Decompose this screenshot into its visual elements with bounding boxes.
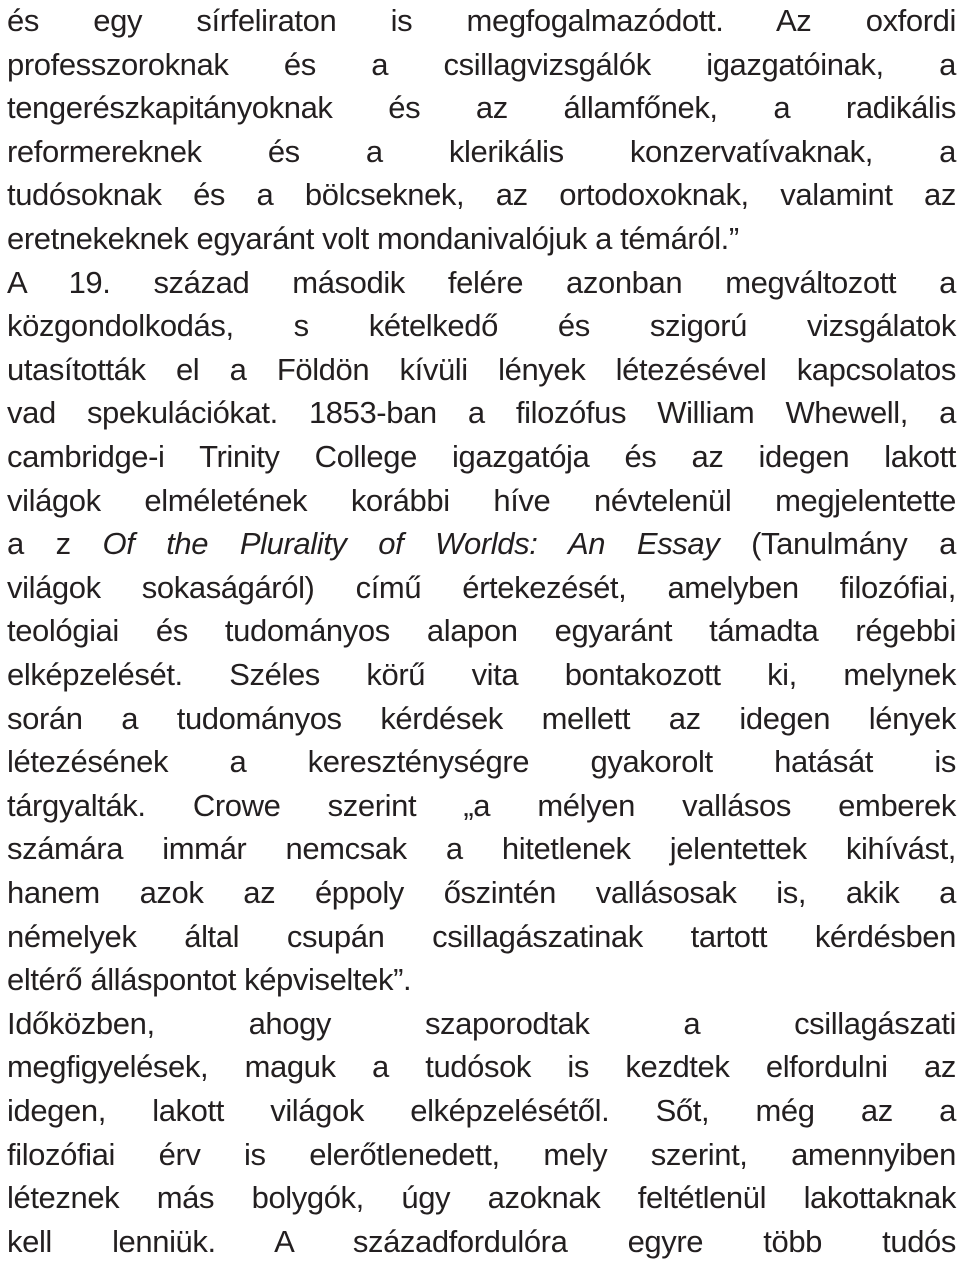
text-line: hanem azok az éppoly őszintén vallásosak is, akik a [7, 875, 956, 910]
text-line: professzoroknak és a csillagvizsgálók igazgatóinak, a [7, 46, 956, 82]
text-line: Időközben, ahogy szaporodtak a csillagászati [7, 1005, 956, 1041]
text-line: elképzelését. Széles körű vita bontakozott ki, melynek [7, 657, 956, 692]
text-line: tárgyalták. Crowe szerint „a mélyen vallásos emberek [7, 787, 956, 823]
text-line: közgondolkodás, s kételkedő és szigorú vizsgálatok [7, 308, 956, 344]
text-line [7, 522, 956, 566]
text-segment: (Tanulmány a [719, 526, 956, 562]
text-line: reformereknek és a klerikális konzervatívaknak, a [7, 133, 956, 169]
text-line: során a tudományos kérdések mellett az idegen lények [7, 700, 956, 736]
text-line: megfigyelések, maguk a tudósok is kezdtek elfordulni az [7, 1049, 956, 1085]
text-segment: a z [7, 526, 103, 562]
text-line: és egy sírfeliraton is megfogalmazódott. Az oxfordi [7, 3, 956, 38]
text-line: világok sokaságáról) című értekezését, amelyben filozófiai, [7, 569, 956, 605]
text-line: teológiai és tudományos alapon egyaránt támadta régebbi [7, 613, 956, 649]
text-line: A 19. század második felére azonban megváltozott a [7, 264, 956, 300]
text-line: filozófiai érv is elerőtlenedett, mely szerint, amennyiben [7, 1136, 956, 1172]
text-line: tengerészkapitányoknak és az államfőnek, a radikális [7, 90, 956, 126]
text-line: számára immár nemcsak a hitetlenek jelentettek kihívást, [7, 831, 956, 867]
text-line: idegen, lakott világok elképzelésétől. Sőt, még az a [7, 1093, 956, 1128]
text-line: cambridge-i Trinity College igazgatója és az idegen lakott [7, 439, 956, 474]
text-line: kell lenniük. A századfordulóra egyre több tudós [7, 1223, 956, 1259]
text-line: eretnekeknek egyaránt volt mondanivalójuk a témáról.” [7, 221, 739, 256]
book-title: Of the Plurality of Worlds: An Essay [102, 526, 720, 562]
text-line: eltérő álláspontot képviseltek”. [7, 962, 412, 998]
text-line: tudósoknak és a bölcseknek, az ortodoxoknak, valamint az [7, 177, 956, 213]
text-line: léteznek más bolygók, úgy azoknak feltétlenül lakottaknak [7, 1180, 956, 1216]
text-line: utasították el a Földön kívüli lények létezésével kapcsolatos [7, 351, 956, 387]
text-line: létezésének a kereszténységre gyakorolt hatását is [7, 744, 956, 780]
text-line: világok elméletének korábbi híve névtelenül megjelentette [7, 482, 956, 518]
text-line: némelyek által csupán csillagászatinak tartott kérdésben [7, 918, 956, 954]
text-line: vad spekulációkat. 1853-ban a filozófus William Whewell, a [7, 395, 956, 431]
